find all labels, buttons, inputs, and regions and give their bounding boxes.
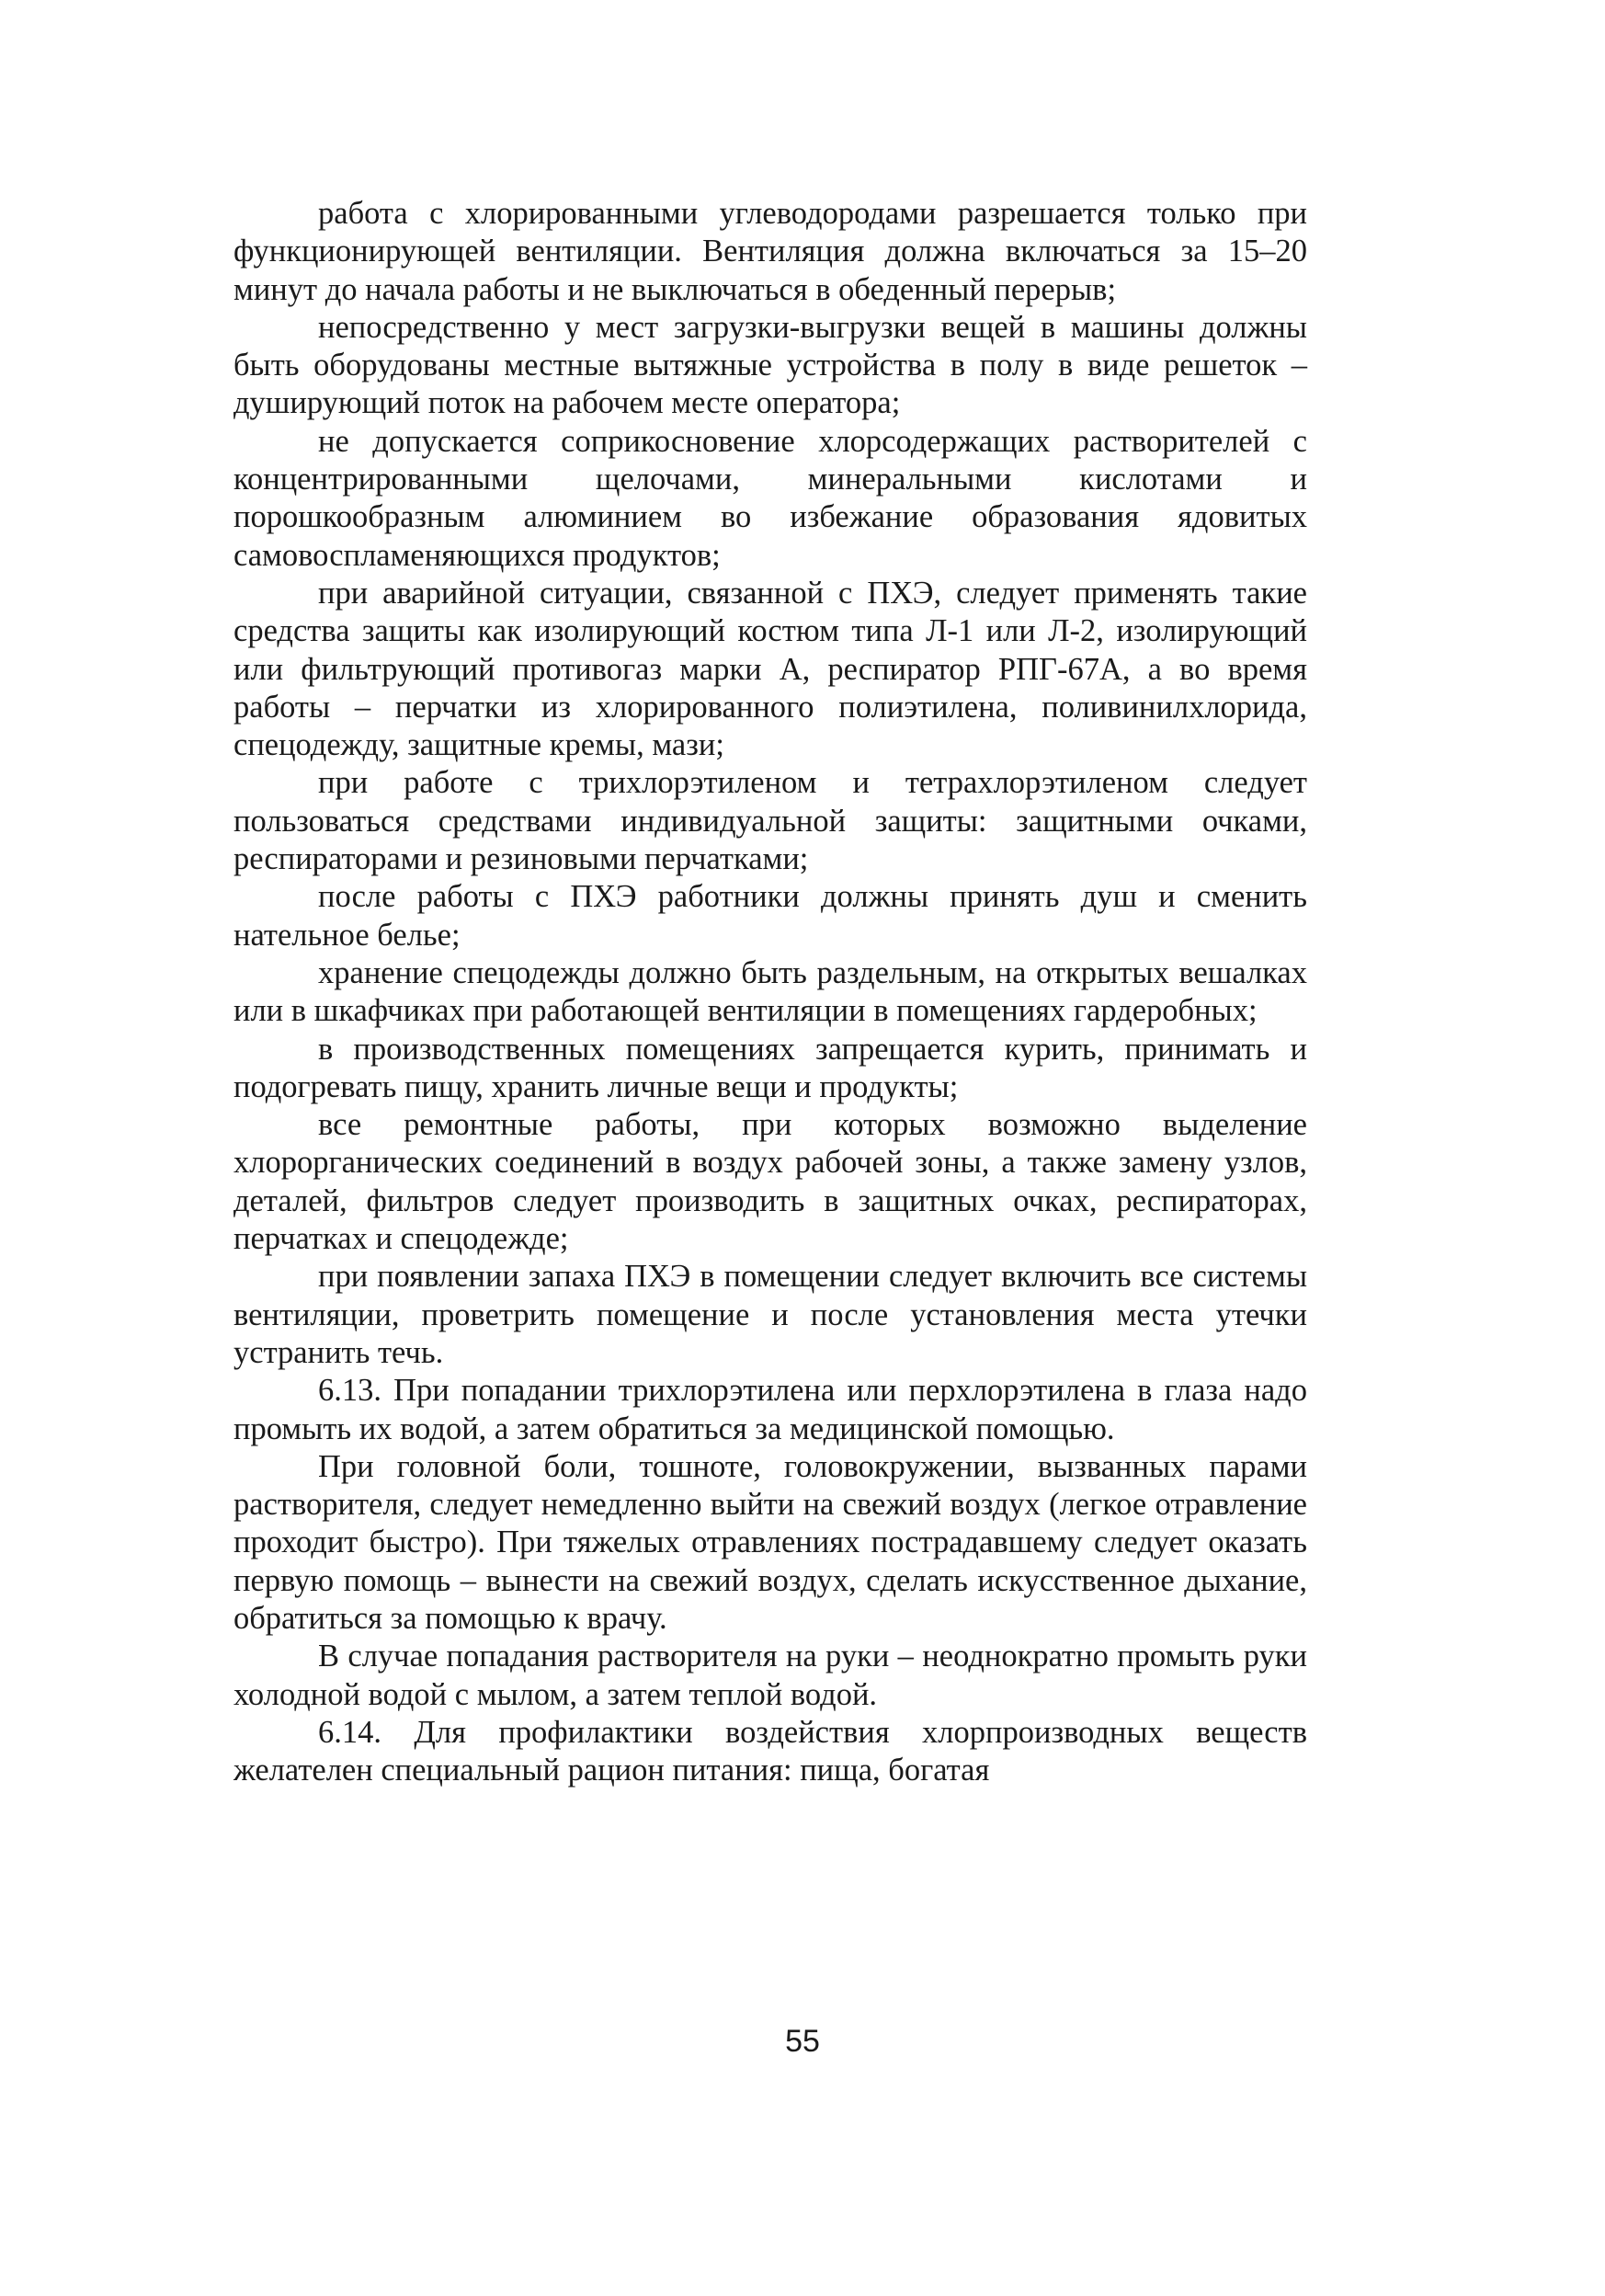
- paragraph: В случае попадания растворителя на руки – неоднократно промыть руки холодной водой с мылом, а затем теплой водой.: [233, 1639, 1307, 1712]
- paragraph: непосредственно у мест загрузки-выгрузки вещей в машины должны быть оборудованы местные вытяжные устройства в полу в виде решеток – душирующий поток на рабочем месте оператора;: [233, 309, 1307, 421]
- body-text: [233, 195, 1307, 1789]
- paragraph: работа с хлорированными углеводородами разрешается только при функционирующей вентиляции. Вентиляция должна включаться за 15–20 минут до начала работы и не выключаться в обеденный перерыв;: [233, 196, 1307, 307]
- paragraph: 6.14. Для профилактики воздействия хлорпроизводных веществ желателен специальный рацион питания: пища, богатая: [233, 1714, 1307, 1788]
- paragraph: в производственных помещениях запрещается курить, принимать и подогревать пищу, хранить личные вещи и продукты;: [233, 1031, 1307, 1104]
- paragraph: не допускается соприкосновение хлорсодержащих растворителей с концентрированными щелочами, минеральными кислотами и порошкообразным алюминием во избежание образования ядовитых самовоспламеняющихся продуктов;: [233, 423, 1307, 573]
- paragraph: при работе с трихлорэтиленом и тетрахлорэтиленом следует пользоваться средствами индивидуальной защиты: защитными очками, респираторами и резиновыми перчатками;: [233, 765, 1307, 877]
- paragraph: при появлении запаха ПХЭ в помещении следует включить все системы вентиляции, проветрить помещение и после установления места утечки устранить течь.: [233, 1259, 1307, 1370]
- paragraph: При головной боли, тошноте, головокружении, вызванных парами растворителя, следует немедленно выйти на свежий воздух (легкое отравление проходит быстро). При тяжелых отравлениях пострадавшему следует оказать первую помощь – вынести на свежий воздух, сделать искусственное дыхание, обратиться за помощью к врачу.: [233, 1448, 1307, 1636]
- paragraph: при аварийной ситуации, связанной с ПХЭ, следует применять такие средства защиты как изолирующий костюм типа Л-1 или Л-2, изолирующий или фильтрующий противогаз марки А, респиратор РПГ-67А, а во время работы – перчатки из хлорированного полиэтилена, поливинилхлорида, спецодежду, защитные кремы, мази;: [233, 575, 1307, 763]
- paragraph: все ремонтные работы, при которых возможно выделение хлорорганических соединений в воздух рабочей зоны, а также замену узлов, деталей, фильтров следует производить в защитных очках, респираторах, перчатках и спецодежде;: [233, 1107, 1307, 1257]
- page-number: 55: [785, 2024, 820, 2059]
- paragraph: хранение спецодежды должно быть раздельным, на открытых вешалках или в шкафчиках при работающей вентиляции в помещениях гардеробных;: [233, 954, 1307, 1029]
- paragraph: после работы с ПХЭ работники должны принять душ и сменить нательное белье;: [233, 879, 1307, 953]
- paragraph: 6.13. При попадании трихлорэтилена или перхлорэтилена в глаза надо промыть их водой, а затем обратиться за медицинской помощью.: [233, 1373, 1307, 1446]
